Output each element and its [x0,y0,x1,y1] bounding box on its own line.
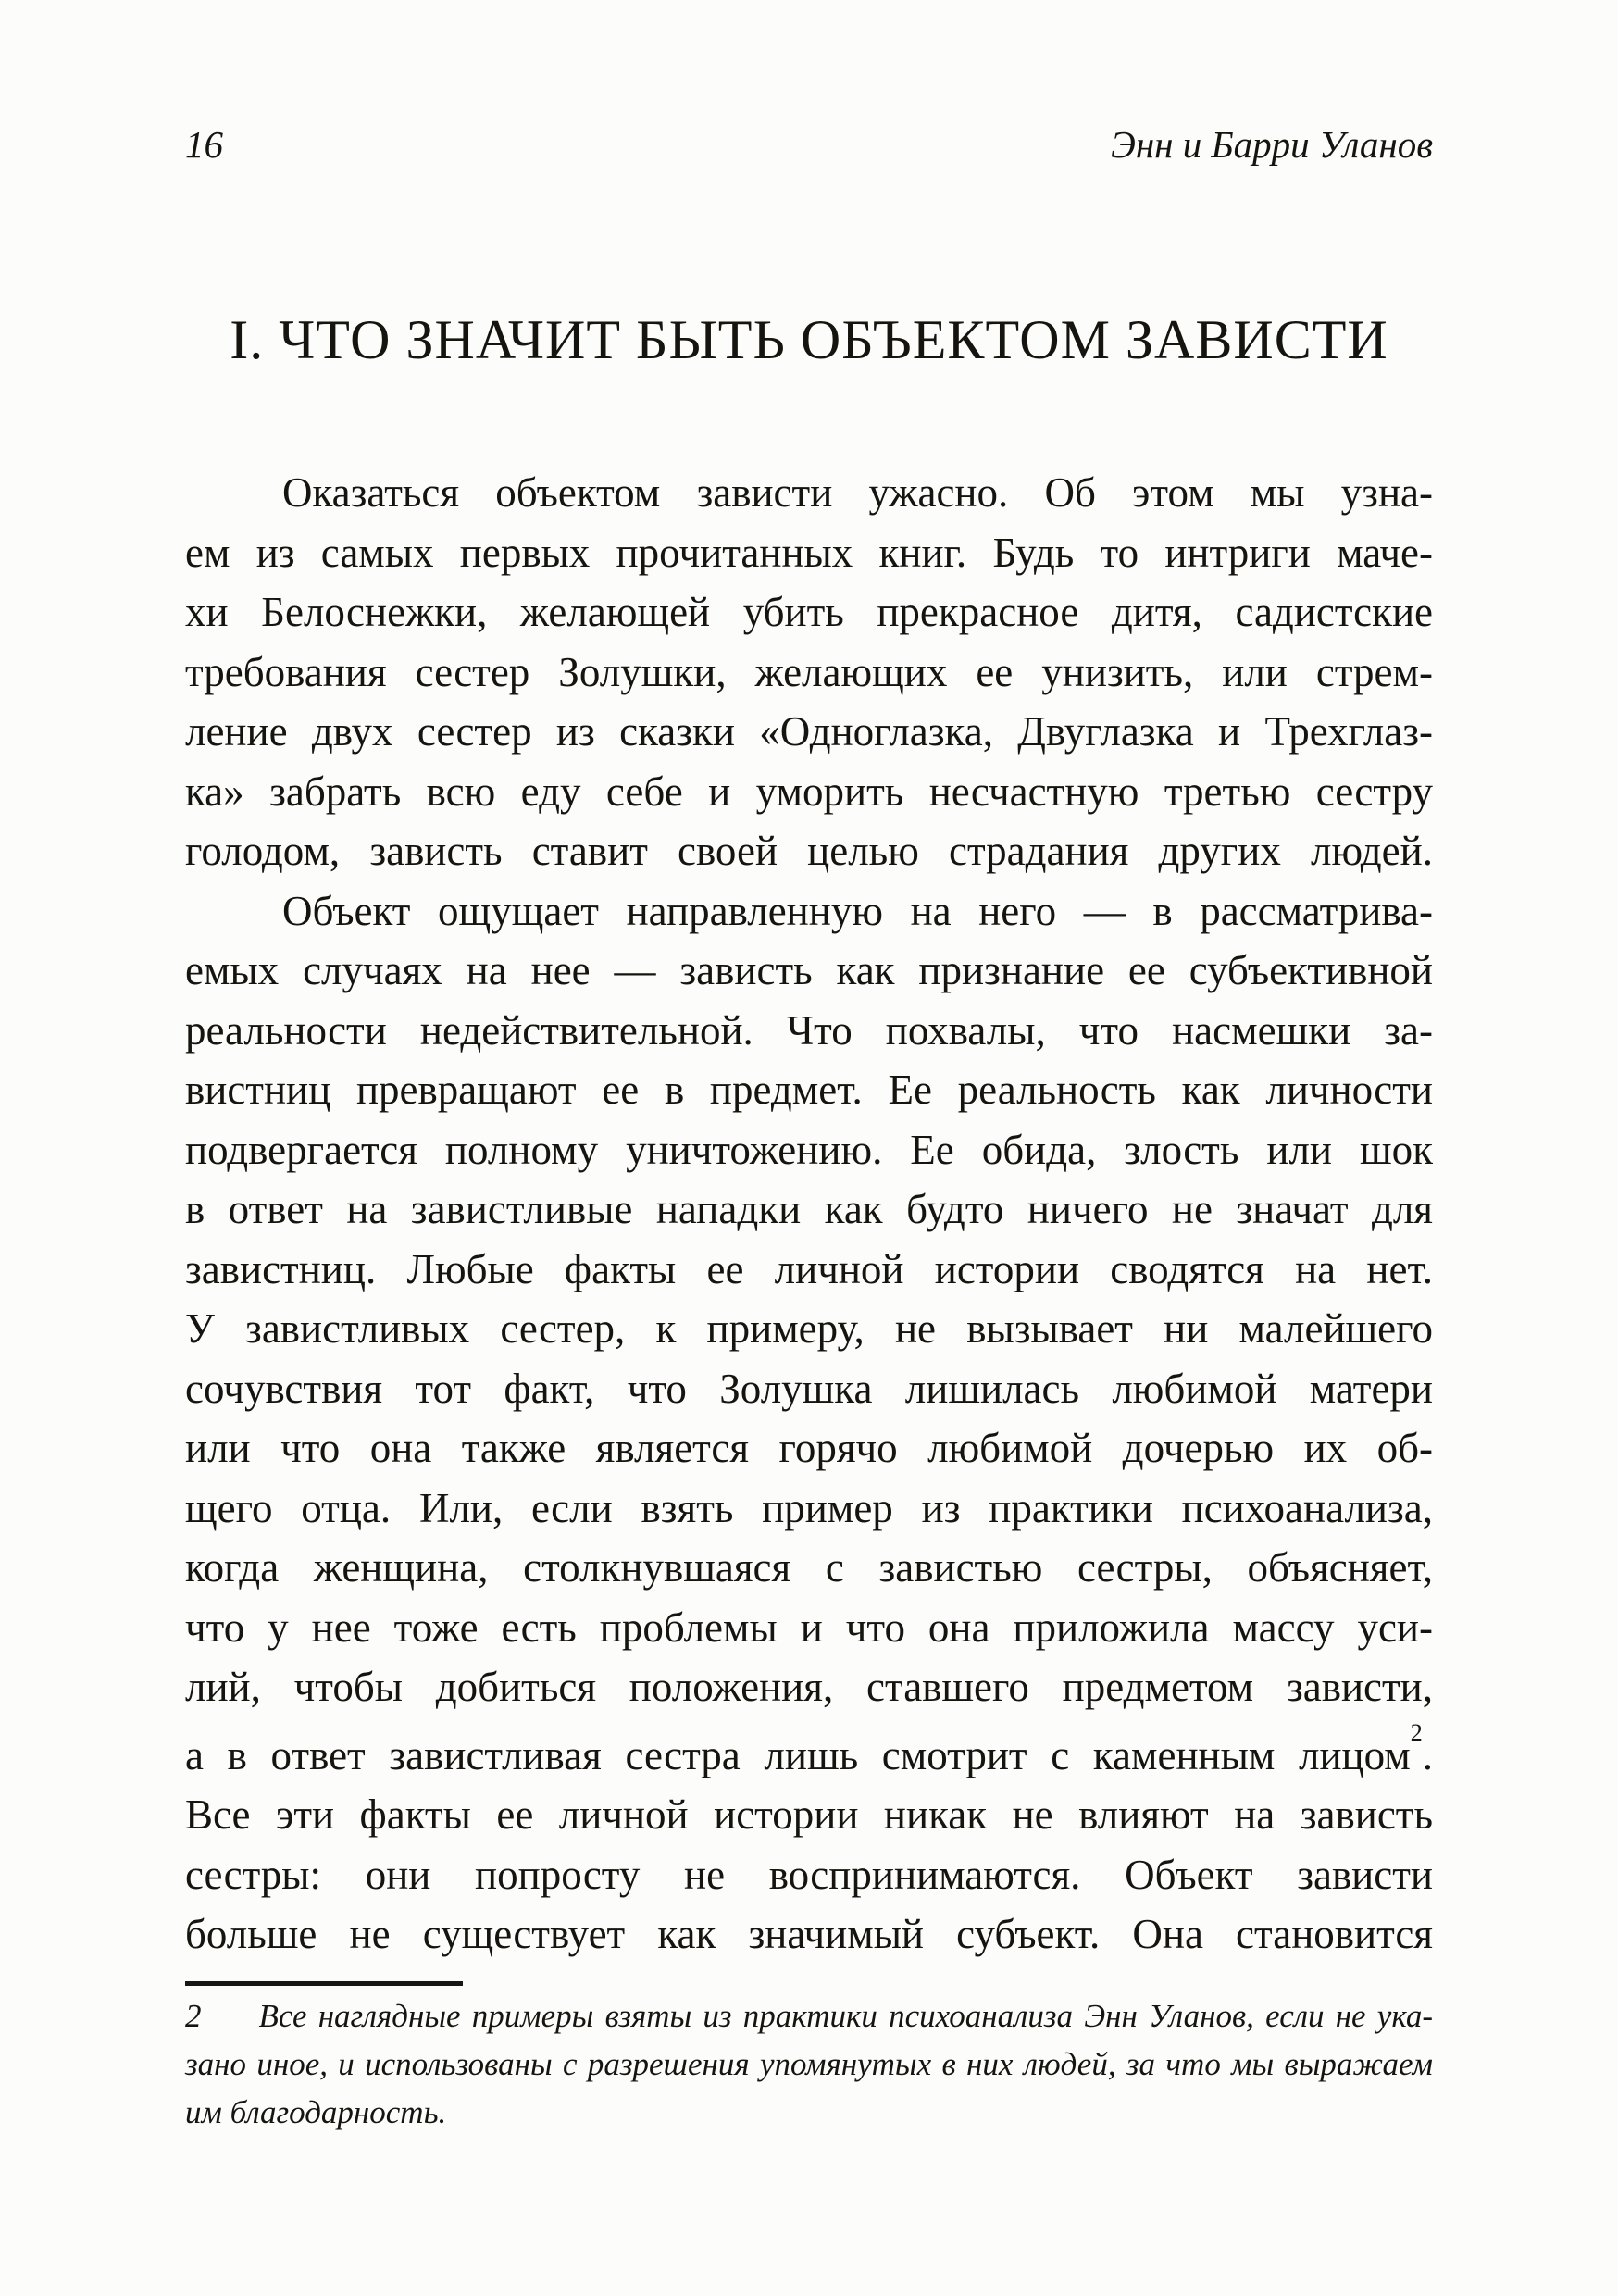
footnote [185,1992,1433,2137]
body-line: ление двух сестер из сказки «Одноглазка, Двуглазка и Трехглаз- [185,708,1433,755]
footnote-reference: 2 [1410,1719,1423,1747]
body-line: или что она также является горячо любимой дочерью их об- [185,1425,1433,1471]
body-line: емых случаях на нее — зависть как признание ее субъективной [185,947,1433,993]
chapter-title: I. ЧТО ЗНАЧИТ БЫТЬ ОБЪЕКТОМ ЗАВИСТИ [230,309,1388,370]
body-line-text: а в ответ завистливая сестра лишь смотрит с каменным лицом [185,1731,1411,1778]
body-line: Оказаться объектом зависти ужасно. Об этом мы узна- [282,469,1433,516]
body-line: что у нее тоже есть проблемы и что она приложила массу уси- [185,1603,1433,1651]
footnote-separator [185,1981,463,1986]
body-line: реальности недействительной. Что похвалы, что насмешки за- [185,1006,1433,1054]
footnote-text: Все наглядные примеры взяты из практики психоанализа Энн Уланов, если не ука- [258,1998,1433,2034]
body-line: голодом, зависть ставит своей целью страдания других людей. [185,828,1433,874]
body-line: сочувствия тот факт, что Золушка лишилась любимой матери [185,1365,1433,1412]
body-line: ем из самых первых прочитанных книг. Будь то интриги маче- [185,529,1433,576]
body-line: сестры: они попросту не воспринимаются. Объект зависти [185,1851,1433,1898]
body-line: Объект ощущает направленную на него — в рассматрива- [282,887,1433,934]
running-title: Энн и Барри Уланов [1110,123,1433,166]
footnote-line: зано иное, и использованы с разрешения упомянутых в них людей, за что мы выражаем [185,2046,1433,2082]
body-line-text: . [1422,1731,1433,1778]
body-line: завистниц. Любые факты ее личной истории сводятся на нет. [185,1245,1433,1292]
footnote-line: им благодарность. [185,2094,447,2130]
body-line: лий, чтобы добиться положения, ставшего предметом зависти, [185,1664,1433,1710]
body-line: в ответ на завистливые нападки как будто ничего не значат для [185,1186,1433,1232]
page-number: 16 [185,123,223,166]
body-line: ка» забрать всю еду себе и уморить несчастную третью сестру [185,767,1433,815]
body-text [185,463,1433,1965]
running-header [185,122,1433,167]
body-line: больше не существует как значимый субъект. Она становится [185,1911,1433,1957]
footnote-number: 2 [185,1998,202,2034]
body-line: требования сестер Золушки, желающих ее унизить, или стрем- [185,648,1433,695]
body-line: хи Белоснежки, желающей убить прекрасное дитя, садистские [185,589,1433,635]
body-line-with-footnote-ref [185,1717,1433,1786]
body-line: Все эти факты ее личной истории никак не влияют на зависть [185,1791,1433,1838]
body-line: У завистливых сестер, к примеру, не вызывает ни малейшего [185,1305,1433,1352]
body-line: щего отца. Или, если взять пример из практики психоанализа, [185,1484,1433,1531]
body-line: когда женщина, столкнувшаяся с завистью сестры, объясняет, [185,1544,1433,1591]
body-line: вистниц превращают ее в предмет. Ее реальность как личности [185,1067,1433,1113]
footnote-line [185,1992,1433,2040]
body-line: подвергается полному уничтожению. Ее обида, злость или шок [185,1126,1433,1173]
